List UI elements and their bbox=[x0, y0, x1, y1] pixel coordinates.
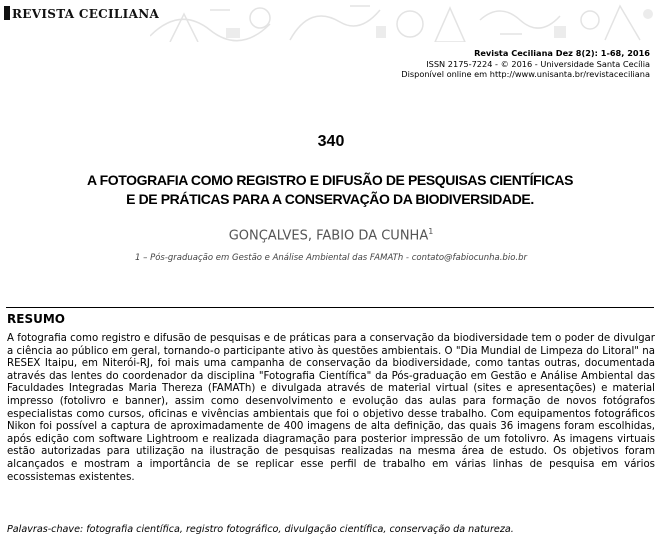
journal-info bbox=[401, 48, 650, 80]
journal-banner bbox=[0, 0, 662, 42]
author-affiliation-marker: 1 bbox=[428, 227, 434, 236]
paper-number: 340 bbox=[317, 133, 345, 150]
paper-affiliation: 1 – Pós-graduação em Gestão e Análise Ambiental das FAMATh - contato@fabiocunha.bio.br bbox=[135, 253, 527, 263]
journal-online: Disponível online em http://www.unisanta.br/revistaceciliana bbox=[401, 69, 650, 79]
author-names: GONÇALVES, FABIO DA CUNHA bbox=[228, 228, 429, 244]
journal-logo bbox=[4, 6, 159, 21]
section-divider bbox=[6, 307, 654, 308]
paper-title-line-1: A FOTOGRAFIA COMO REGISTRO E DIFUSÃO DE PESQUISAS CIENTÍFICAS bbox=[86, 172, 574, 188]
paper-title bbox=[20, 171, 640, 209]
paper-title-line-2: E DE PRÁTICAS PARA A CONSERVAÇÃO DA BIODIVERSIDADE. bbox=[126, 191, 534, 207]
abstract-text: A fotografia como registro e difusão de pesquisas e de práticas para a conservação da biodiversidade tem o poder de divulgar a ciência ao público em geral, tornando-o participante ativo às questões ambientais. O "Dia Mundial de Limpeza do Litoral" na RESEX Itaipu, em Niterói-RJ, foi mais uma campanha de conservação da biodiversidade, como tantas outras, documentada através das lentes do coordenador da disciplina "Fotografia Científica" da Pós-graduação em Gestão e Análise Ambiental das Faculdades Integradas Maria Thereza (FAMATh) e divulgada através de material virtual (sites e apresentações) e material impresso (fotolivro e banner), assim como desenvolvimento e evolução das aulas para formação de novos fotógrafos especialistas como cursos, oficinas e vivências ambientais que foi o objetivo desse trabalho. Com equipamentos fotográficos Nikon foi possível a captura de aproximadamente de 400 imagens de alta definição, das quais 36 imagens foram escolhidas, após edição com software Lightroom e realizada diagramação para posterior impressão de um fotolivro. As imagens virtuais estão autorizadas para utilização na ilustração de pesquisas realizadas na mesma área de estudo. Os objetivos foram alcançados e mostram a importância de se replicar esse perfil de trabalho em várias linhas de pesquisa em vários ecossistemas existentes. bbox=[7, 333, 655, 483]
journal-citation: Revista Ceciliana Dez 8(2): 1-68, 2016 bbox=[474, 48, 650, 58]
abstract-heading: RESUMO bbox=[7, 312, 65, 326]
paper-authors bbox=[0, 227, 662, 243]
journal-issn: ISSN 2175-7224 - © 2016 - Universidade Santa Cecília bbox=[426, 58, 650, 69]
keywords: Palavras-chave: fotografia científica, registro fotográfico, divulgação científica, conservação da natureza. bbox=[7, 524, 514, 535]
logo-mark-icon bbox=[4, 6, 10, 20]
logo-text: REVISTA CECILIANA bbox=[12, 7, 160, 21]
banner-decoration-icon bbox=[150, 0, 662, 42]
